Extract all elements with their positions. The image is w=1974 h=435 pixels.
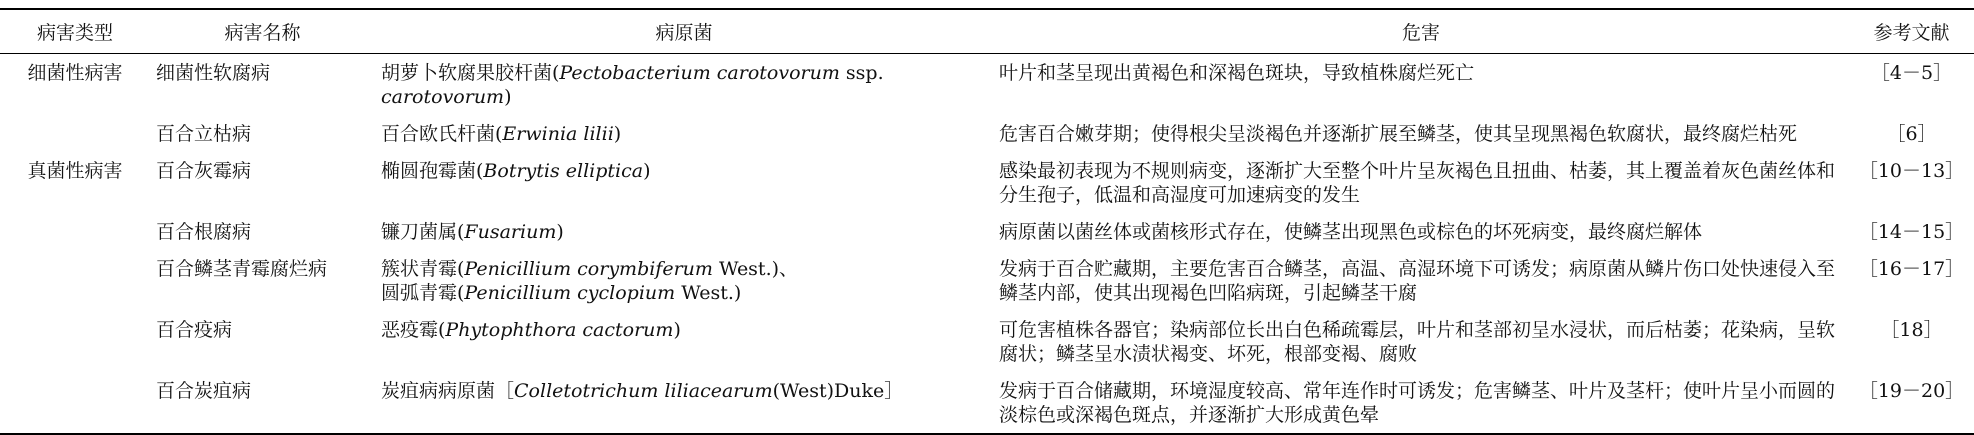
cell-harm: 感染最初表现为不规则病变，逐渐扩大至整个叶片呈灰褐色且扭曲、枯萎，其上覆盖着灰色菌丝体和分生孢子，低温和高湿度可加速病变的发生 [999, 159, 1836, 206]
cell-reference: ［19－20］ [1849, 372, 1974, 434]
table-row [0, 372, 1974, 434]
cell-disease-type [0, 115, 150, 152]
cell-disease-name: 细菌性软腐病 [156, 61, 271, 84]
pathogen-latin-subspecies: carotovorum [381, 85, 505, 108]
table-row [0, 311, 1974, 372]
table-row [0, 250, 1974, 311]
header-disease-type: 病害类型 [0, 9, 150, 53]
header-harm: 危害 [993, 9, 1849, 53]
pathogen-latin-name: Fusarium [464, 220, 557, 243]
cell-disease-name: 百合根腐病 [156, 220, 252, 243]
pathogen-common-name: 椭圆孢霉菌( [381, 159, 484, 182]
cell-pathogen [375, 213, 993, 250]
pathogen-authority: (West)Duke [772, 379, 885, 402]
pathogen-latin-name: Erwinia lilii [502, 122, 614, 145]
table-row [0, 53, 1974, 115]
cell-reference: ［18］ [1880, 318, 1943, 341]
pathogen-punctuation: ) [643, 159, 651, 182]
pathogen-common-name: 簇状青霉( [381, 257, 465, 280]
cell-disease-name: 百合立枯病 [156, 122, 252, 145]
cell-pathogen [375, 152, 993, 213]
pathogen-punctuation: )、 [771, 257, 799, 280]
cell-harm: 叶片和茎呈现出黄褐色和深褐色斑块，导致植株腐烂死亡 [999, 61, 1475, 84]
pathogen-punctuation: ) [504, 85, 512, 108]
disease-table [0, 8, 1974, 435]
cell-pathogen [375, 115, 993, 152]
cell-disease-name: 百合疫病 [156, 318, 233, 341]
pathogen-punctuation: ) [556, 220, 564, 243]
cell-disease-type: 细菌性病害 [27, 61, 123, 84]
pathogen-latin-name: Botrytis elliptica [483, 159, 644, 182]
pathogen-line [381, 220, 987, 244]
pathogen-common-name: 圆弧青霉( [381, 281, 465, 304]
cell-reference: ［16－17］ [1858, 257, 1965, 280]
table-row [0, 213, 1974, 250]
cell-disease-type [0, 213, 150, 250]
cell-disease-name: 百合灰霉病 [156, 159, 252, 182]
pathogen-authority: ssp. [839, 61, 884, 84]
pathogen-latin-name: Colletotrichum liliacearum [514, 379, 773, 402]
cell-disease-name: 百合炭疽病 [150, 372, 375, 434]
pathogen-line [381, 379, 987, 403]
pathogen-common-name: 恶疫霉( [381, 318, 446, 341]
pathogen-latin-name: Phytophthora cactorum [445, 318, 674, 341]
pathogen-line [381, 281, 987, 305]
header-disease-name: 病害名称 [150, 9, 375, 53]
pathogen-common-name: 镰刀菌属( [381, 220, 465, 243]
cell-disease-type [0, 250, 150, 311]
header-reference: 参考文献 [1849, 9, 1974, 53]
pathogen-line [381, 257, 987, 281]
cell-disease-type: 真菌性病害 [27, 159, 123, 182]
table-body [0, 53, 1974, 434]
cell-pathogen [375, 250, 993, 311]
cell-harm: 危害百合嫩芽期；使得根尖呈淡褐色并逐渐扩展至鳞茎，使其呈现黑褐色软腐状，最终腐烂枯死 [999, 122, 1798, 145]
pathogen-punctuation: ) [613, 122, 622, 145]
pathogen-authority: West. [712, 257, 772, 280]
pathogen-line [381, 61, 987, 109]
pathogen-latin-name: Pectobacterium carotovorum [559, 61, 840, 84]
cell-harm: 可危害植株各器官；染病部位长出白色稀疏霉层，叶片和茎部初呈水浸状，而后枯萎；花染病，呈软腐状；鳞茎呈水渍状褐变、坏死，根部变褐、腐败 [999, 318, 1836, 365]
pathogen-common-name: 炭疽病病原菌［ [381, 379, 515, 402]
header-row [0, 9, 1974, 53]
cell-reference: ［10－13］ [1858, 159, 1965, 182]
cell-pathogen [375, 372, 993, 434]
pathogen-line [381, 122, 987, 146]
pathogen-punctuation: ) [673, 318, 681, 341]
cell-reference: ［6］ [1886, 122, 1937, 145]
table-row [0, 115, 1974, 152]
cell-disease-name: 百合鳞茎青霉腐烂病 [156, 257, 328, 280]
cell-reference: ［4－5］ [1870, 61, 1953, 84]
cell-disease-type [0, 311, 150, 372]
cell-pathogen [375, 311, 993, 372]
cell-harm: 病原菌以菌丝体或菌核形式存在，使鳞茎出现黑色或棕色的坏死病变，最终腐烂解体 [999, 220, 1703, 243]
pathogen-punctuation: ］ [884, 379, 904, 402]
pathogen-punctuation: ) [733, 281, 742, 304]
pathogen-authority: West. [675, 281, 734, 304]
cell-disease-type [0, 372, 150, 434]
header-pathogen: 病原菌 [375, 9, 993, 53]
cell-pathogen [375, 53, 993, 115]
pathogen-latin-name: Penicillium cyclopium [464, 281, 676, 304]
pathogen-latin-name: Penicillium corymbiferum [464, 257, 713, 280]
pathogen-line [381, 318, 987, 342]
pathogen-common-name: 胡萝卜软腐果胶杆菌( [381, 61, 560, 84]
cell-reference: ［14－15］ [1858, 220, 1965, 243]
pathogen-common-name: 百合欧氏杆菌( [381, 122, 503, 145]
pathogen-line [381, 159, 987, 183]
cell-harm: 发病于百合储藏期，环境湿度较高、常年连作时可诱发；危害鳞茎、叶片及茎杆；使叶片呈小而圆的淡棕色或深褐色斑点，并逐渐扩大形成黄色晕 [993, 372, 1849, 434]
cell-harm: 发病于百合贮藏期，主要危害百合鳞茎，高温、高湿环境下可诱发；病原菌从鳞片伤口处快速侵入至鳞茎内部，使其出现褐色凹陷病斑，引起鳞茎干腐 [999, 257, 1836, 304]
table-row [0, 152, 1974, 213]
